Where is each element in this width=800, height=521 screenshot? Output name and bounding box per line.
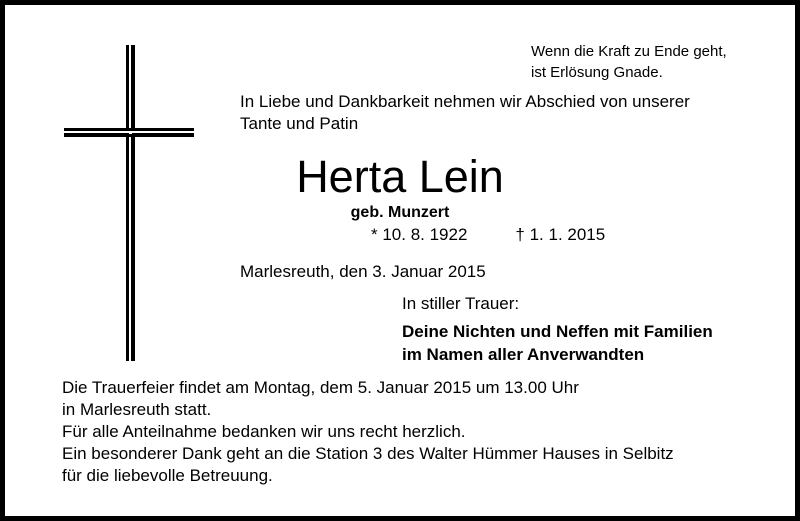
place-date: Marlesreuth, den 3. Januar 2015 — [240, 262, 486, 281]
motto-line: ist Erlösung Gnade. — [531, 64, 663, 81]
motto-quote — [531, 41, 727, 83]
notice-line: Für alle Anteilnahme bedanken wir uns recht herzlich. — [62, 422, 466, 441]
notice-line: in Marlesreuth statt. — [62, 400, 212, 419]
notice-line: für die liebevolle Betreuung. — [62, 466, 273, 485]
intro-text — [240, 91, 690, 135]
mourners-line: Deine Nichten und Neffen mit Familien — [402, 322, 713, 341]
birth-date: * 10. 8. 1922 — [371, 225, 468, 244]
mourning-label: In stiller Trauer: — [402, 294, 520, 313]
maiden-name: geb. Munzert — [350, 204, 450, 221]
deceased-name: Herta Lein — [296, 151, 504, 202]
life-dates — [371, 224, 605, 246]
notice-line: Die Trauerfeier findet am Montag, dem 5. Januar 2015 um 13.00 Uhr — [62, 378, 579, 397]
intro-line: In Liebe und Dankbarkeit nehmen wir Abschied von unserer — [240, 92, 690, 111]
notices-text — [62, 377, 674, 487]
death-date: † 1. 1. 2015 — [515, 225, 606, 244]
motto-line: Wenn die Kraft zu Ende geht, — [531, 43, 727, 60]
notice-line: Ein besonderer Dank geht an die Station 3 des Walter Hümmer Hauses in Selbitz — [62, 444, 674, 463]
intro-line: Tante und Patin — [240, 114, 359, 133]
mourners-list — [402, 320, 713, 366]
mourners-line: im Namen aller Anverwandten — [402, 345, 645, 364]
